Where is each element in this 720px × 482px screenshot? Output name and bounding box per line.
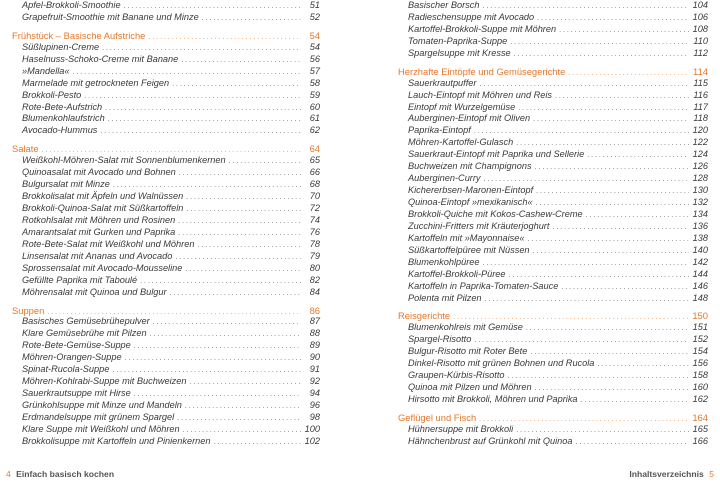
toc-entry[interactable] <box>398 382 708 394</box>
page-number: 151 <box>692 322 708 333</box>
toc-entry[interactable] <box>398 197 708 209</box>
entry-title: Möhrensalat mit Quinoa und Bulgur <box>22 286 167 297</box>
toc-entry[interactable] <box>398 90 708 102</box>
page-number: 126 <box>692 161 708 172</box>
toc-entry[interactable] <box>398 394 708 406</box>
toc-entry[interactable] <box>398 48 708 60</box>
page-number: 58 <box>309 77 320 88</box>
footer-right <box>629 469 717 479</box>
entry-title: Kartoffeln in Paprika-Tomaten-Sauce <box>408 280 559 291</box>
dot-leader <box>552 222 689 234</box>
toc-entry[interactable] <box>12 125 320 137</box>
page-number: 140 <box>692 244 708 255</box>
dot-leader <box>526 323 689 335</box>
dot-leader <box>178 228 301 240</box>
page-number: 82 <box>309 274 320 285</box>
dot-leader <box>485 294 689 306</box>
entry-title: Süßkartoffelpüree mit Nüssen <box>408 244 530 255</box>
footer-left-book-title: Einfach basisch kochen <box>16 469 115 479</box>
toc-entry[interactable] <box>398 293 708 305</box>
toc-entry[interactable] <box>12 0 320 12</box>
footer-left-page-number: 4 <box>6 469 11 479</box>
toc-entry[interactable] <box>12 436 320 448</box>
dot-leader <box>202 13 301 25</box>
dot-leader <box>153 317 301 329</box>
toc-entry[interactable] <box>398 281 708 293</box>
toc-section-heading[interactable] <box>12 305 320 317</box>
page-number: 89 <box>309 340 320 351</box>
page-number: 94 <box>309 388 320 399</box>
toc-entry[interactable] <box>12 12 320 24</box>
page-number: 86 <box>309 304 320 316</box>
toc-entry[interactable] <box>12 251 320 263</box>
section-title: Reisgerichte <box>398 310 451 322</box>
entry-title: Brokkoli-Quiche mit Kokos-Cashew-Creme <box>408 208 583 219</box>
entry-title: Tomaten-Paprika-Suppe <box>408 35 508 46</box>
toc-entry[interactable] <box>12 155 320 167</box>
toc-entry[interactable] <box>12 42 320 54</box>
entry-title: Blumenkohlpüree <box>408 256 480 267</box>
page-number: 66 <box>309 167 320 178</box>
dot-leader <box>483 258 689 270</box>
toc-entry[interactable] <box>398 78 708 90</box>
entry-title: Basisches Gemüsebrühepulver <box>22 316 150 327</box>
dot-leader <box>84 91 301 103</box>
toc-entry[interactable] <box>12 102 320 114</box>
page-number: 100 <box>304 423 320 434</box>
dot-leader <box>108 114 301 126</box>
toc-entry[interactable] <box>398 36 708 48</box>
entry-title: Linsensalat mit Ananas und Avocado <box>22 250 173 261</box>
toc-entry[interactable] <box>398 137 708 149</box>
entry-title: Haselnuss-Schoko-Creme mit Banane <box>22 53 179 64</box>
page-number: 60 <box>309 101 320 112</box>
page-number: 166 <box>692 435 708 446</box>
page-number: 132 <box>692 197 708 207</box>
dot-leader <box>170 288 301 300</box>
dot-leader <box>213 437 301 449</box>
page-number: 158 <box>692 370 708 381</box>
toc-entry[interactable] <box>12 215 320 227</box>
entry-title: Marmelade mit getrockneten Feigen <box>22 77 170 88</box>
dot-leader <box>177 413 301 425</box>
entry-title: Quinoasalat mit Avocado und Bohnen <box>22 167 176 178</box>
dot-leader <box>186 204 301 216</box>
page-number: 114 <box>693 65 708 77</box>
entry-title: Klare Suppe mit Weißkohl und Möhren <box>22 423 180 434</box>
page-number: 116 <box>693 89 708 100</box>
entry-title: Grünkohlsuppe mit Minze und Mandeln <box>22 400 182 410</box>
entry-title: Spargel-Risotto <box>408 334 472 345</box>
dot-leader <box>189 377 301 389</box>
page-number: 146 <box>692 280 708 291</box>
entry-title: Möhren-Kartoffel-Gulasch <box>408 137 514 148</box>
entry-title: Spinat-Rucola-Suppe <box>22 364 110 375</box>
page-number: 51 <box>309 0 320 10</box>
entry-title: Grapefruit-Smoothie mit Banane und Minze <box>22 11 199 22</box>
toc-entry[interactable] <box>12 66 320 78</box>
section-title: Frühstück – Basische Aufstriche <box>12 29 146 41</box>
toc-entry[interactable] <box>12 179 320 191</box>
toc-entry[interactable] <box>398 113 708 125</box>
toc-entry[interactable] <box>398 269 708 281</box>
dot-leader <box>172 79 301 91</box>
entry-title: Zucchini-Fritters mit Kräuterjoghurt <box>408 220 550 231</box>
entry-title: Möhren-Orangen-Suppe <box>22 352 122 363</box>
dot-leader <box>100 126 301 138</box>
page-number: 57 <box>309 65 320 76</box>
dot-leader <box>575 437 689 449</box>
dot-leader <box>561 282 689 294</box>
toc-entry[interactable] <box>398 322 708 334</box>
entry-title: Rote-Bete-Salat mit Weißkohl und Möhren <box>22 238 195 249</box>
page-number: 98 <box>309 411 320 422</box>
page-number: 59 <box>309 89 320 100</box>
toc-section-heading[interactable] <box>12 143 320 155</box>
toc-entry[interactable] <box>398 149 708 161</box>
entry-title: Hirsotto mit Brokkoli, Möhren und Paprika <box>408 394 578 404</box>
dot-leader <box>533 246 689 258</box>
entry-title: Paprika-Eintopf <box>408 125 471 136</box>
page-number: 102 <box>304 435 320 446</box>
toc-entry[interactable] <box>12 227 320 239</box>
page-number: 144 <box>692 268 708 279</box>
page-number: 148 <box>692 292 708 303</box>
toc-entry[interactable] <box>12 54 320 66</box>
dot-leader <box>125 353 301 365</box>
footer-right-page-number: 5 <box>709 469 714 479</box>
toc-entry[interactable] <box>12 191 320 203</box>
dot-leader <box>186 192 301 204</box>
section-title: Salate <box>12 143 39 155</box>
dot-leader <box>555 91 689 103</box>
toc-entry[interactable] <box>12 412 320 424</box>
toc-entry[interactable] <box>12 388 320 400</box>
entry-title: Kartoffeln mit »Mayonnaise« <box>408 232 525 243</box>
entry-title: Polenta mit Pilzen <box>408 292 482 303</box>
entry-title: Amarantsalat mit Gurken und Paprika <box>22 226 176 237</box>
page-number: 112 <box>693 47 708 58</box>
dot-leader <box>105 103 301 115</box>
dot-leader <box>518 103 689 115</box>
entry-title: Sprossensalat mit Avocado-Mousseline <box>22 262 183 273</box>
entry-title: Quinoa-Eintopf »mexikanisch« <box>408 197 533 207</box>
entry-title: Spargelsuppe mit Kresse <box>408 47 511 58</box>
toc-entry[interactable] <box>398 233 708 245</box>
toc-entry[interactable] <box>12 113 320 125</box>
page-number: 130 <box>692 185 708 196</box>
toc-section-heading[interactable] <box>12 30 320 42</box>
page-number: 65 <box>309 155 320 166</box>
page-number: 96 <box>309 400 320 410</box>
toc-section-heading[interactable] <box>398 66 708 78</box>
entry-title: Kichererbsen-Maronen-Eintopf <box>408 185 534 196</box>
page-number: 122 <box>692 137 708 148</box>
toc-entry[interactable] <box>398 346 708 358</box>
toc-entry[interactable] <box>12 376 320 388</box>
page-number: 165 <box>692 423 708 434</box>
toc-entry[interactable] <box>398 185 708 197</box>
dot-leader <box>533 114 689 126</box>
dot-leader <box>587 150 689 162</box>
entry-title: Bulgur-Risotto mit Roter Bete <box>408 346 528 357</box>
dot-leader <box>597 359 689 371</box>
toc-entry[interactable] <box>398 0 708 12</box>
entry-title: Bulgursalat mit Minze <box>22 179 110 190</box>
toc-entry[interactable] <box>12 400 320 412</box>
page-number: 150 <box>692 310 708 322</box>
entry-title: Brokkoli-Pesto <box>22 89 82 100</box>
toc-entry[interactable] <box>12 328 320 340</box>
page-number: 104 <box>692 0 708 10</box>
entry-title: Weißkohl-Möhren-Salat mit Sonnenblumenkernen <box>22 155 226 166</box>
entry-title: Radieschensuppe mit Avocado <box>408 11 535 22</box>
entry-title: Sauerkrautpuffer <box>408 77 477 88</box>
entry-title: Hähnchenbrust auf Grünkohl mit Quinoa <box>408 435 573 446</box>
dot-leader <box>229 156 301 168</box>
page-number: 138 <box>692 232 708 243</box>
toc-entry[interactable] <box>12 90 320 102</box>
entry-title: Dinkel-Risotto mit grünen Bohnen und Rucola <box>408 358 595 369</box>
toc-entry[interactable] <box>398 125 708 137</box>
dot-leader <box>581 395 689 407</box>
page-number: 110 <box>693 35 708 46</box>
dot-leader <box>514 49 689 61</box>
entry-title: Süßlupinen-Creme <box>22 41 100 52</box>
page-number: 54 <box>309 41 320 52</box>
page-number: 72 <box>309 203 320 213</box>
toc-entry[interactable] <box>12 275 320 287</box>
toc-entry[interactable] <box>12 364 320 376</box>
page-number: 90 <box>309 352 320 363</box>
toc-entry[interactable] <box>398 370 708 382</box>
toc-section-heading[interactable] <box>398 412 708 424</box>
page-number: 80 <box>309 262 320 273</box>
entry-title: Blumenkohlaufstrich <box>22 113 105 124</box>
page-number: 118 <box>693 113 708 124</box>
page-number: 134 <box>692 208 708 219</box>
page-number: 52 <box>309 11 320 22</box>
page-number: 88 <box>309 328 320 339</box>
page-number: 136 <box>692 220 708 231</box>
toc-entry[interactable] <box>398 173 708 185</box>
toc-entry[interactable] <box>398 102 708 114</box>
entry-title: Auberginen-Curry <box>408 173 481 184</box>
toc-section-heading[interactable] <box>398 310 708 322</box>
dot-leader <box>536 186 689 198</box>
entry-title: Brokkolisuppe mit Kartoffeln und Pinienkernen <box>22 435 211 446</box>
entry-title: Klare Gemüsebrühe mit Pilzen <box>22 328 147 339</box>
dot-leader <box>535 162 689 174</box>
toc-entry[interactable] <box>12 203 320 215</box>
footer-left <box>3 469 114 479</box>
page-number: 84 <box>309 286 320 297</box>
page-number: 62 <box>309 125 320 136</box>
page-number: 64 <box>309 143 320 155</box>
page-number: 106 <box>692 11 708 22</box>
page-number: 120 <box>692 125 708 136</box>
toc-entry[interactable] <box>12 352 320 364</box>
dot-leader <box>527 234 689 246</box>
toc-entry[interactable] <box>398 12 708 24</box>
entry-title: Auberginen-Eintopf mit Oliven <box>408 113 531 124</box>
entry-title: Rotkohlsalat mit Möhren und Rosinen <box>22 214 176 225</box>
page-number: 152 <box>692 334 708 345</box>
page-number: 68 <box>309 179 320 190</box>
entry-title: Kartoffel-Brokkoli-Püree <box>408 268 506 279</box>
page-number: 164 <box>692 411 708 423</box>
toc-entry[interactable] <box>12 287 320 299</box>
entry-title: Avocado-Hummus <box>22 125 98 136</box>
page-number: 78 <box>309 238 320 249</box>
toc-entry[interactable] <box>12 239 320 251</box>
toc-entry[interactable] <box>398 24 708 36</box>
page-number: 76 <box>309 226 320 237</box>
entry-title: Kartoffel-Brokkoli-Suppe mit Möhren <box>408 23 557 34</box>
page-number: 92 <box>309 376 320 387</box>
toc-entry[interactable] <box>398 334 708 346</box>
entry-title: Quinoa mit Pilzen und Möhren <box>408 382 532 393</box>
section-title: Geflügel und Fisch <box>398 411 477 423</box>
page-number: 87 <box>309 316 320 327</box>
dot-leader <box>185 401 301 413</box>
dot-leader <box>508 371 689 383</box>
entry-title: Sauerkraut-Eintopf mit Paprika und Sellerie <box>408 149 585 160</box>
entry-title: Apfel-Brokkoli-Smoothie <box>22 0 121 10</box>
dot-leader <box>178 216 301 228</box>
section-title: Herzhafte Eintöpfe und Gemüsegerichte <box>398 65 566 77</box>
toc-entry[interactable] <box>398 436 708 448</box>
entry-title: Basischer Borsch <box>408 0 480 10</box>
page-number: 160 <box>692 382 708 393</box>
toc-entry[interactable] <box>398 424 708 436</box>
entry-title: Rote-Bete-Gemüse-Suppe <box>22 340 131 351</box>
toc-entry[interactable] <box>398 257 708 269</box>
toc-entry[interactable] <box>12 316 320 328</box>
toc-entry[interactable] <box>398 161 708 173</box>
dot-leader <box>537 13 689 25</box>
page-number: 108 <box>692 23 708 34</box>
page-number: 56 <box>309 53 320 64</box>
page-number: 115 <box>693 77 708 88</box>
page-number: 156 <box>692 358 708 369</box>
page-number: 54 <box>309 29 320 41</box>
page-number: 70 <box>309 191 320 202</box>
toc-entry[interactable] <box>398 358 708 370</box>
entry-title: Buchweizen mit Champignons <box>408 161 532 172</box>
dot-leader <box>586 210 689 222</box>
toc-right-column <box>398 0 708 448</box>
page-number: 128 <box>692 173 708 184</box>
entry-title: Sauerkrautsuppe mit Hirse <box>22 388 131 399</box>
entry-title: Lauch-Eintopf mit Möhren und Reis <box>408 89 553 100</box>
toc-left-column <box>12 0 320 448</box>
entry-title: Möhren-Kohlrabi-Suppe mit Buchweizen <box>22 376 187 387</box>
toc-entry[interactable] <box>12 340 320 352</box>
dot-leader <box>559 25 689 37</box>
toc-entry[interactable] <box>398 221 708 233</box>
page-number: 79 <box>309 250 320 261</box>
dot-leader <box>150 329 301 341</box>
page-number: 61 <box>309 113 320 124</box>
page-number: 91 <box>309 364 320 375</box>
page-number: 154 <box>692 346 708 357</box>
toc-entry[interactable] <box>12 167 320 179</box>
toc-entry[interactable] <box>398 209 708 221</box>
dot-leader <box>179 168 301 180</box>
entry-title: Eintopf mit Wurzelgemüse <box>408 101 516 112</box>
entry-title: Brokkolisalat mit Äpfeln und Walnüssen <box>22 191 184 202</box>
entry-title: Erdmandelsuppe mit grünem Spargel <box>22 411 175 422</box>
entry-title: Hühnersuppe mit Brokkoli <box>408 423 514 434</box>
section-title: Suppen <box>12 304 45 316</box>
entry-title: Graupen-Kürbis-Risotto <box>408 370 505 381</box>
entry-title: »Mandella« <box>22 65 70 76</box>
dot-leader <box>134 341 301 353</box>
dot-leader <box>181 55 301 67</box>
page-number: 162 <box>692 394 708 404</box>
entry-title: Brokkoli-Quinoa-Salat mit Süßkartoffeln <box>22 203 184 213</box>
toc-entry[interactable] <box>12 424 320 436</box>
page-number: 117 <box>693 101 708 112</box>
toc-entry[interactable] <box>12 78 320 90</box>
entry-title: Gefüllte Paprika mit Taboulé <box>22 274 138 285</box>
entry-title: Rote-Bete-Aufstrich <box>22 101 103 112</box>
dot-leader <box>510 37 689 49</box>
footer-right-section-title: Inhaltsverzeichnis <box>629 469 704 479</box>
toc-entry[interactable] <box>398 245 708 257</box>
dot-leader <box>175 252 301 264</box>
toc-entry[interactable] <box>12 263 320 275</box>
dot-leader <box>197 240 301 252</box>
page-number: 124 <box>692 149 708 160</box>
page-number: 142 <box>692 256 708 267</box>
page-number: 74 <box>309 214 320 225</box>
entry-title: Blumenkohlreis mit Gemüse <box>408 322 523 333</box>
dot-leader <box>185 264 301 276</box>
